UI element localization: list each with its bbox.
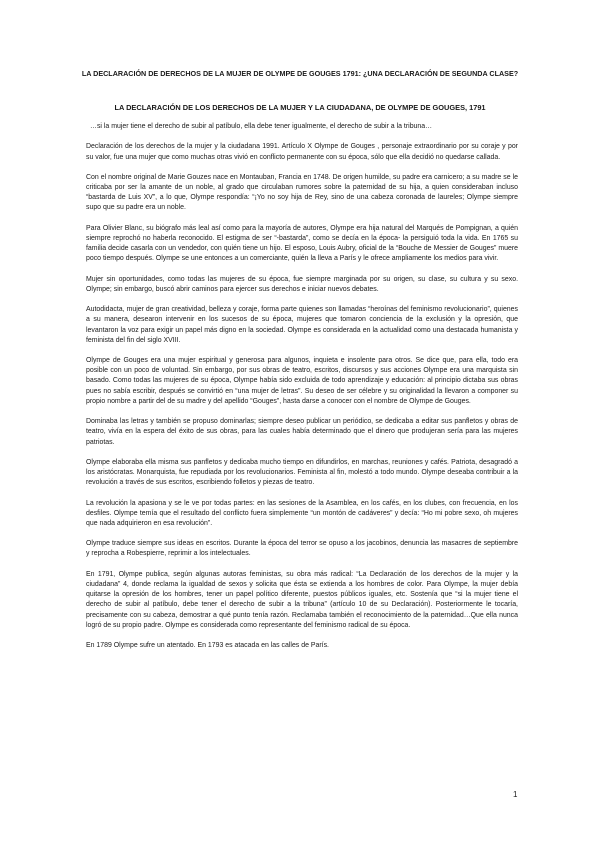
paragraph: En 1789 Olympe sufre un atentado. En 1793 es atacada en las calles de París.: [86, 642, 329, 650]
epigraph: …si la mujer tiene el derecho de subir al patíbulo, ella debe tener igualmente, el derecho de subir a la tribuna…: [90, 123, 433, 130]
document-title: LA DECLARACIÓN DE DERECHOS DE LA MUJER DE OLYMPE DE GOUGES 1791: ¿UNA DECLARACIÓN DE SEGUNDA CLASE?: [81, 69, 519, 78]
paragraph: Con el nombre original de Marie Gouzes nace en Montauban, Francia en 1748. De origen humilde, su padre era carnicero; a su madre se le criticaba por ser la amante de un noble, al grado que circulaban rumores sobre la paternidad de su hija, a quien consideraban incluso “bastarda de Luis XV”, a lo que, Olympe respondía: “¡Yo no soy hija de Rey, sino de una cabeza coronada de laureles; Olympe siempre supo que su padre era un noble.: [86, 173, 518, 212]
paragraph: Autodidacta, mujer de gran creatividad, belleza y coraje, forma parte quienes son llamadas “heroínas del feminismo revolucionario”, quienes a su manera, desearon intervenir en los sucesos de su época, mujeres que tomaron conciencia de la exclusión y la opresión, que levantaron la voz para exigir un papel más digno en la sociedad. Olympe es considerada en la actualidad como una destacada humanista y feminista del fin del siglo XVIII.: [86, 306, 518, 344]
paragraph: Mujer sin oportunidades, como todas las mujeres de su época, fue siempre marginada por su origen, su clase, su cultura y su sexo. Olympe; sin embargo, buscó abrir caminos para ejercer sus derechos e iniciar nuevos debates.: [86, 275, 518, 293]
paragraph: La revolución la apasiona y se le ve por todas partes: en las sesiones de la Asamblea, en los cafés, en los clubes, con frecuencia, en los desfiles. Olympe temía que el resultado del conflicto fuera simplemente “un montón de cadáveres” y decía: “Ho mi pobre sexo, oh mujeres que nada adquirieron en esa revolución”.: [86, 499, 518, 527]
paragraph: En 1791, Olympe publica, según algunas autoras feministas, su obra más radical: “La Declaración de los derechos de la mujer y la ciudadana” 4, donde reclama la igualdad de sexos y solicita que ésta se extienda a los hombres de color. Para Olympe, la mujer debía quitarse la opresión de los hombres, tener un papel político diferente, puestos públicos iguales, etc. Sostenía que “si la mujer tiene el derecho de subir al patíbulo, debe tener el derecho de subir a la tribuna” (artículo 10 de su Declaración). Posteriormente le tocaría, precisamente con su cabeza, demostrar a qué punto tenía razón. Reclamaba también el reconocimiento de la paternidad…Que ella nunca logró de su propio padre. Olympe es considerada como representante del feminismo radical de su época.: [86, 570, 518, 629]
paragraph: Olympe de Gouges era una mujer espiritual y generosa para algunos, inquieta e insolente para otros. Se dice que, para ella, todo era posible con un poco de voluntad. Sin embargo, por sus obras de teatro, escritos, discursos y sus acciones Olympe era una marquista sin basado. Como todas las mujeres de su época, Olympe había sido excluida de todo aprendizaje y educación: al principio dictaba sus obras pues no sabía escribir, después se convirtió en “una mujer de letras”. Su deseo de ser célebre y su originalidad la llevaron a componer su propio nombre a partir del de su madre y del apellido “Gouges”, hasta darse a conocer con el nombre de Olympe de Gouges.: [86, 357, 518, 405]
paragraph: Para Olivier Blanc, su biógrafo más leal así como para la mayoría de autores, Olympe era hija natural del Marqués de Pompignan, a quién siempre reprochó no haberla reconocido. El estigma de ser “-bastarda”, como se decía en la época- la persiguió toda la vida. En 1765 su familia decide casarla con un vendedor, con quién tiene un hijo. El esposo, Louis Aubry, oficial de la “Bouche de Messier de Gouges” muere poco tiempo después. Olympe se une entonces a un comerciante, quién la lleva a París y le ofrece ampliamente los medios para vivir.: [86, 224, 518, 263]
document-body: [86, 122, 518, 661]
paragraph: Olympe elaboraba ella misma sus panfletos y dedicaba mucho tiempo en difundirlos, en marchas, reuniones y cafés. Patriota, desagradó a los aristócratas. Monarquista, fue repudiada por los revolucionarios. Feminista al fin, molestó a todo mundo. Olympe deseaba contribuir a la revolución a través de sus escritos, escribiendo folletos y piezas de teatro.: [86, 458, 518, 487]
paragraph: Dominaba las letras y también se propuso dominarlas; siempre deseo publicar un periódico, se dedicaba a editar sus panfletos y obras de teatro, vivía en la espera del éxito de sus obras, para las cuales había determinado que el dinero que produjeran sería para las mujeres patriotas.: [86, 418, 518, 446]
paragraph: Declaración de los derechos de la mujer y la ciudadana 1991. Artículo X Olympe de Gouges , personaje extraordinario por su coraje y por su valor, fue una mujer que como muchas otras vivió en conflicto permanente con su época, sólo que ella decidió no quedarse callada.: [86, 143, 518, 161]
paragraph: Olympe traduce siempre sus ideas en escritos. Durante la época del terror se opuso a los jacobinos, denuncia las masacres de septiembre y reprocha a Robespierre, reprimir a los intelectuales.: [86, 540, 518, 558]
document-subtitle: LA DECLARACIÓN DE LOS DERECHOS DE LA MUJER Y LA CIUDADANA, DE OLYMPE DE GOUGES, 1791: [114, 103, 486, 112]
page-number: 1: [513, 790, 518, 799]
